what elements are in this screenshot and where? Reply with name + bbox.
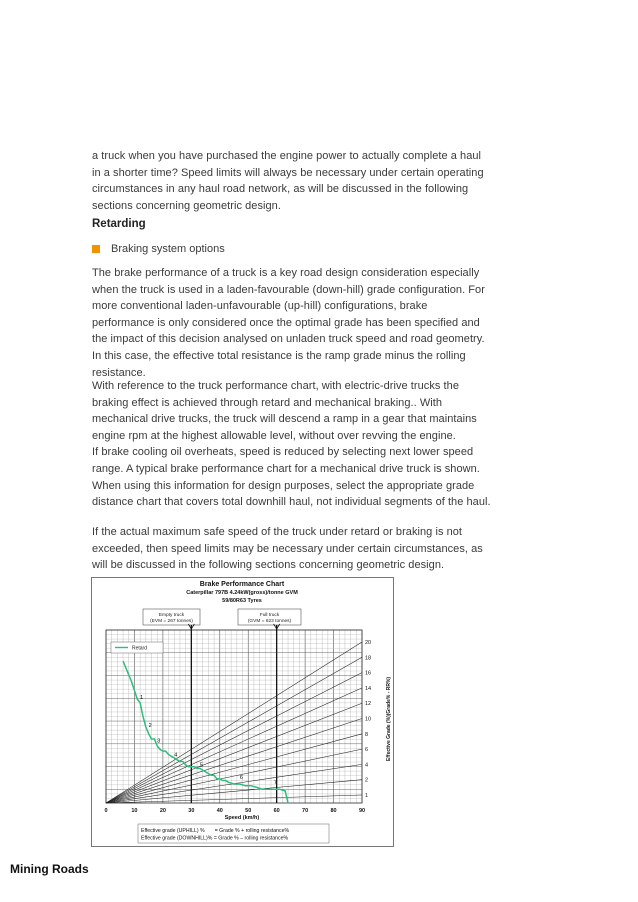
gear-label: 5	[199, 762, 203, 769]
x-axis-ticks	[104, 808, 365, 814]
gear-label: 6	[239, 774, 243, 781]
grade-line-label: 18	[365, 655, 372, 662]
chart-subtitle-2: 59/80R63 Tyres	[222, 598, 262, 604]
intro-paragraph: a truck when you have purchased the engine power to actually complete a haul in a shorter time? Speed limits will always be necessary under certain operating circumstances in any haul road network, as will be discussed in the following sections concerning geometric design.	[92, 150, 484, 212]
y-axis-label: Effective Grade (%)(Grade% - RR%)	[386, 676, 392, 762]
section-heading: Retarding	[92, 218, 146, 230]
x-tick-label: 40	[216, 808, 223, 814]
bullet-item	[92, 243, 492, 255]
grade-line	[106, 719, 362, 804]
reference-paragraph-b: If brake cooling oil overheats, speed is reduced by selecting next lower speed range. A typical brake performance chart for a mechanical drive truck is shown. When using this information for design purposes, select the appropriate grade distance chart that covers total downhill haul, not individual segments of the haul.	[92, 446, 491, 509]
gear-label: 3	[157, 738, 161, 745]
chart-subtitle-1: Caterpillar 797B 4.24kW(gross)/tonne GVM	[186, 590, 298, 596]
retarding-heading-block	[92, 218, 492, 230]
x-tick-label: 90	[358, 808, 366, 814]
grade-line-label: 20	[365, 640, 372, 646]
x-tick-label: 80	[330, 808, 337, 814]
grade-line-label: 10	[365, 716, 372, 723]
full-truck-label: Full truck	[259, 613, 280, 618]
final-paragraph: If the actual maximum safe speed of the truck under retard or braking is not exceeded, then speed limits may be necessary under certain circumstances, as will be discussed in the following sections concerning geometric design.	[92, 526, 483, 572]
gear-label: 7	[273, 779, 277, 786]
caption-uphill: Effective grade (UPHILL) % = Grade % + rolling resistance%	[141, 828, 290, 834]
x-tick-label: 70	[302, 808, 309, 814]
x-tick-label: 20	[159, 808, 166, 814]
intro-paragraph-block	[92, 148, 492, 214]
grade-line-label: 12	[365, 701, 372, 708]
grade-line-label: 16	[365, 670, 372, 677]
grade-line	[106, 749, 362, 803]
bullet-block	[92, 243, 492, 255]
final-paragraph-block	[92, 524, 492, 574]
legend-retard-label: Retard	[132, 645, 148, 652]
grade-line	[106, 734, 362, 803]
brake-paragraph: The brake performance of a truck is a key road design consideration especially when the truck is used in a laden-favourable (down-hill) grade configuration. For more conventional laden-unfavourable (up-hill) configurations, brake performance is only considered once the optimal grade has been specified and the impact of this decision analysed on unladen truck speed and road geometry. In this case, the effective total resistance is the ramp grade minus the rolling resistance.	[92, 267, 485, 379]
x-tick-label: 0	[104, 808, 108, 814]
caption-downhill: Effective grade (DOWNHILL)% = Grade % – rolling resistance%	[141, 835, 289, 842]
grade-line-label: 2	[365, 777, 369, 784]
chart-svg	[92, 578, 393, 846]
grade-line	[106, 688, 362, 803]
full-truck-gvm: (GVM = 623 tonnes)	[247, 619, 292, 624]
grade-line-label: 14	[365, 685, 372, 692]
grade-line	[106, 795, 362, 803]
reference-paragraph-a: With reference to the truck performance chart, with electric-drive trucks the braking effect is achieved through retard and mechanical braking.. With mechanical drive trucks, the truck will descend a ramp in a gear that maintains engine rpm at the highest allowable level, without over revving the engine.	[92, 380, 477, 442]
orange-bullet-icon	[92, 245, 100, 253]
brake-performance-chart	[91, 577, 394, 847]
chart-title: Brake Performance Chart	[199, 581, 285, 588]
gear-label: 1	[140, 695, 144, 702]
grade-line-label: 1	[365, 793, 369, 799]
empty-truck-label: Empty truck	[158, 613, 185, 618]
gear-label: 4	[174, 752, 178, 759]
x-tick-label: 10	[131, 808, 138, 814]
x-tick-label: 30	[188, 808, 195, 814]
gear-label: 2	[148, 722, 152, 729]
x-tick-label: 50	[245, 808, 252, 814]
x-tick-label: 60	[273, 808, 280, 814]
x-axis-label: Speed (km/h)	[224, 815, 260, 821]
brake-paragraph-block	[92, 265, 492, 381]
grade-line	[106, 703, 362, 803]
empty-truck-evm: (EVM = 267 tonnes)	[150, 619, 193, 624]
grade-line-label: 4	[365, 762, 369, 769]
reference-paragraph-block	[92, 378, 492, 511]
grade-line-label: 8	[365, 731, 369, 738]
footer-title: Mining Roads	[10, 862, 89, 876]
bullet-text: Braking system options	[111, 243, 225, 255]
grade-line-label: 6	[365, 747, 369, 754]
